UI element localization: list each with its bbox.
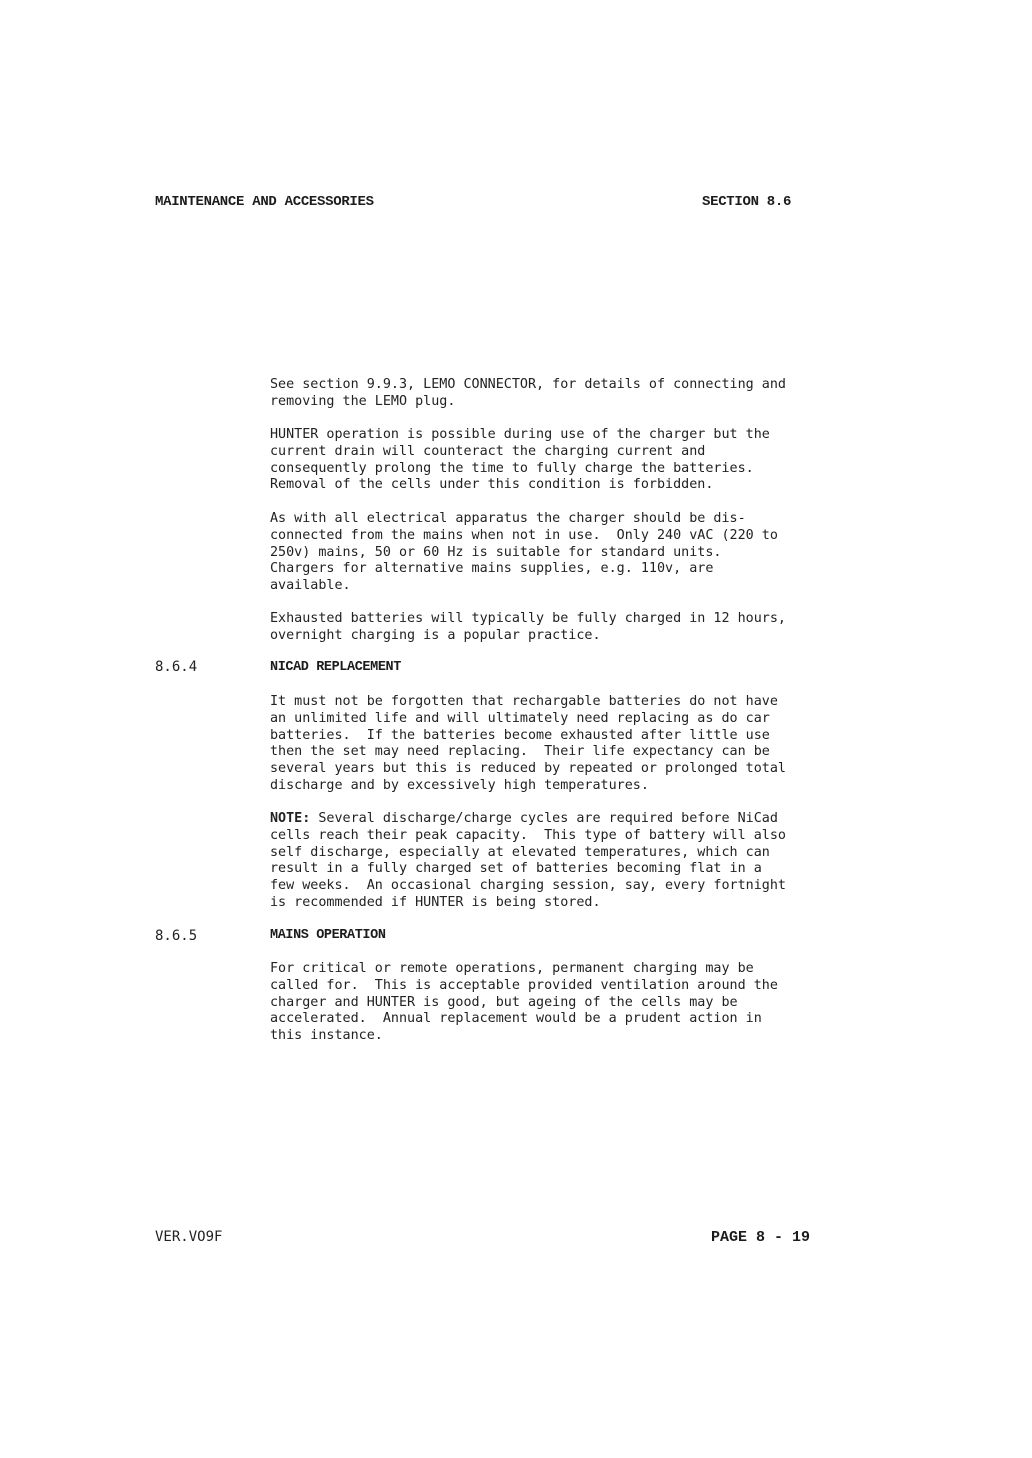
note-label: NOTE: <box>270 811 311 826</box>
section-title-mains-operation: MAINS OPERATION <box>270 928 386 943</box>
text-line: cells reach their peak capacity. This type of battery will also <box>270 827 786 843</box>
text-line: consequently prolong the time to fully charge the batteries. <box>270 460 754 476</box>
text-line: result in a fully charged set of batteries becoming flat in a <box>270 861 762 877</box>
text-line: overnight charging is a popular practice. <box>270 627 601 643</box>
text-line <box>270 811 800 828</box>
text-line: HUNTER operation is possible during use of the charger but the <box>270 427 770 442</box>
section-number-864: 8.6.4 <box>155 659 198 675</box>
section-title-nicad-replacement: NICAD REPLACEMENT <box>270 660 401 675</box>
paragraph-hunter-operation <box>270 427 800 494</box>
footer-version: VER.VO9F <box>155 1229 223 1245</box>
text-line: current drain will counteract the charging current and <box>270 443 706 459</box>
footer-page-number: PAGE 8 - 19 <box>711 1229 811 1246</box>
text-line: available. <box>270 578 351 594</box>
text-line: discharge and by excessively high temperatures. <box>270 777 649 793</box>
header-chapter-title: MAINTENANCE AND ACCESSORIES <box>155 194 374 210</box>
paragraph-nicad-life <box>270 694 800 795</box>
text-line: then the set may need replacing. Their life expectancy can be <box>270 744 770 760</box>
text-line: charger and HUNTER is good, but ageing of the cells may be <box>270 994 738 1010</box>
text-line: this instance. <box>270 1028 383 1044</box>
text-line: It must not be forgotten that rechargable batteries do not have <box>270 694 778 709</box>
text-line: self discharge, especially at elevated temperatures, which can <box>270 844 770 860</box>
text-line: an unlimited life and will ultimately need replacing as do car <box>270 710 770 726</box>
text-line: For critical or remote operations, permanent charging may be <box>270 961 754 976</box>
paragraph-charging-time <box>270 611 800 645</box>
section-number-865: 8.6.5 <box>155 928 198 944</box>
paragraph-lemo-reference <box>270 377 800 411</box>
text-line: Chargers for alternative mains supplies, e.g. 110v, are <box>270 561 714 577</box>
text-line: removing the LEMO plug. <box>270 393 456 409</box>
paragraph-electrical-safety <box>270 511 800 595</box>
paragraph-mains-operation <box>270 961 800 1045</box>
text-line: batteries. If the batteries become exhausted after little use <box>270 727 770 743</box>
text-line: Exhausted batteries will typically be fully charged in 12 hours, <box>270 611 786 626</box>
text-line: Removal of the cells under this condition is forbidden. <box>270 477 714 493</box>
note-first-line: Several discharge/charge cycles are required before NiCad <box>310 811 778 826</box>
text-line: is recommended if HUNTER is being stored. <box>270 894 601 910</box>
text-line: accelerated. Annual replacement would be a prudent action in <box>270 1011 762 1027</box>
paragraph-note <box>270 811 800 912</box>
text-line: few weeks. An occasional charging session, say, every fortnight <box>270 878 786 894</box>
text-line: As with all electrical apparatus the charger should be dis- <box>270 511 746 526</box>
text-line: 250v) mains, 50 or 60 Hz is suitable for standard units. <box>270 544 722 560</box>
text-line: See section 9.9.3, LEMO CONNECTOR, for details of connecting and <box>270 377 786 392</box>
text-line: several years but this is reduced by repeated or prolonged total <box>270 761 786 777</box>
header-section-number: SECTION 8.6 <box>702 194 792 210</box>
text-line: connected from the mains when not in use. Only 240 vAC (220 to <box>270 527 778 543</box>
text-line: called for. This is acceptable provided ventilation around the <box>270 977 778 993</box>
